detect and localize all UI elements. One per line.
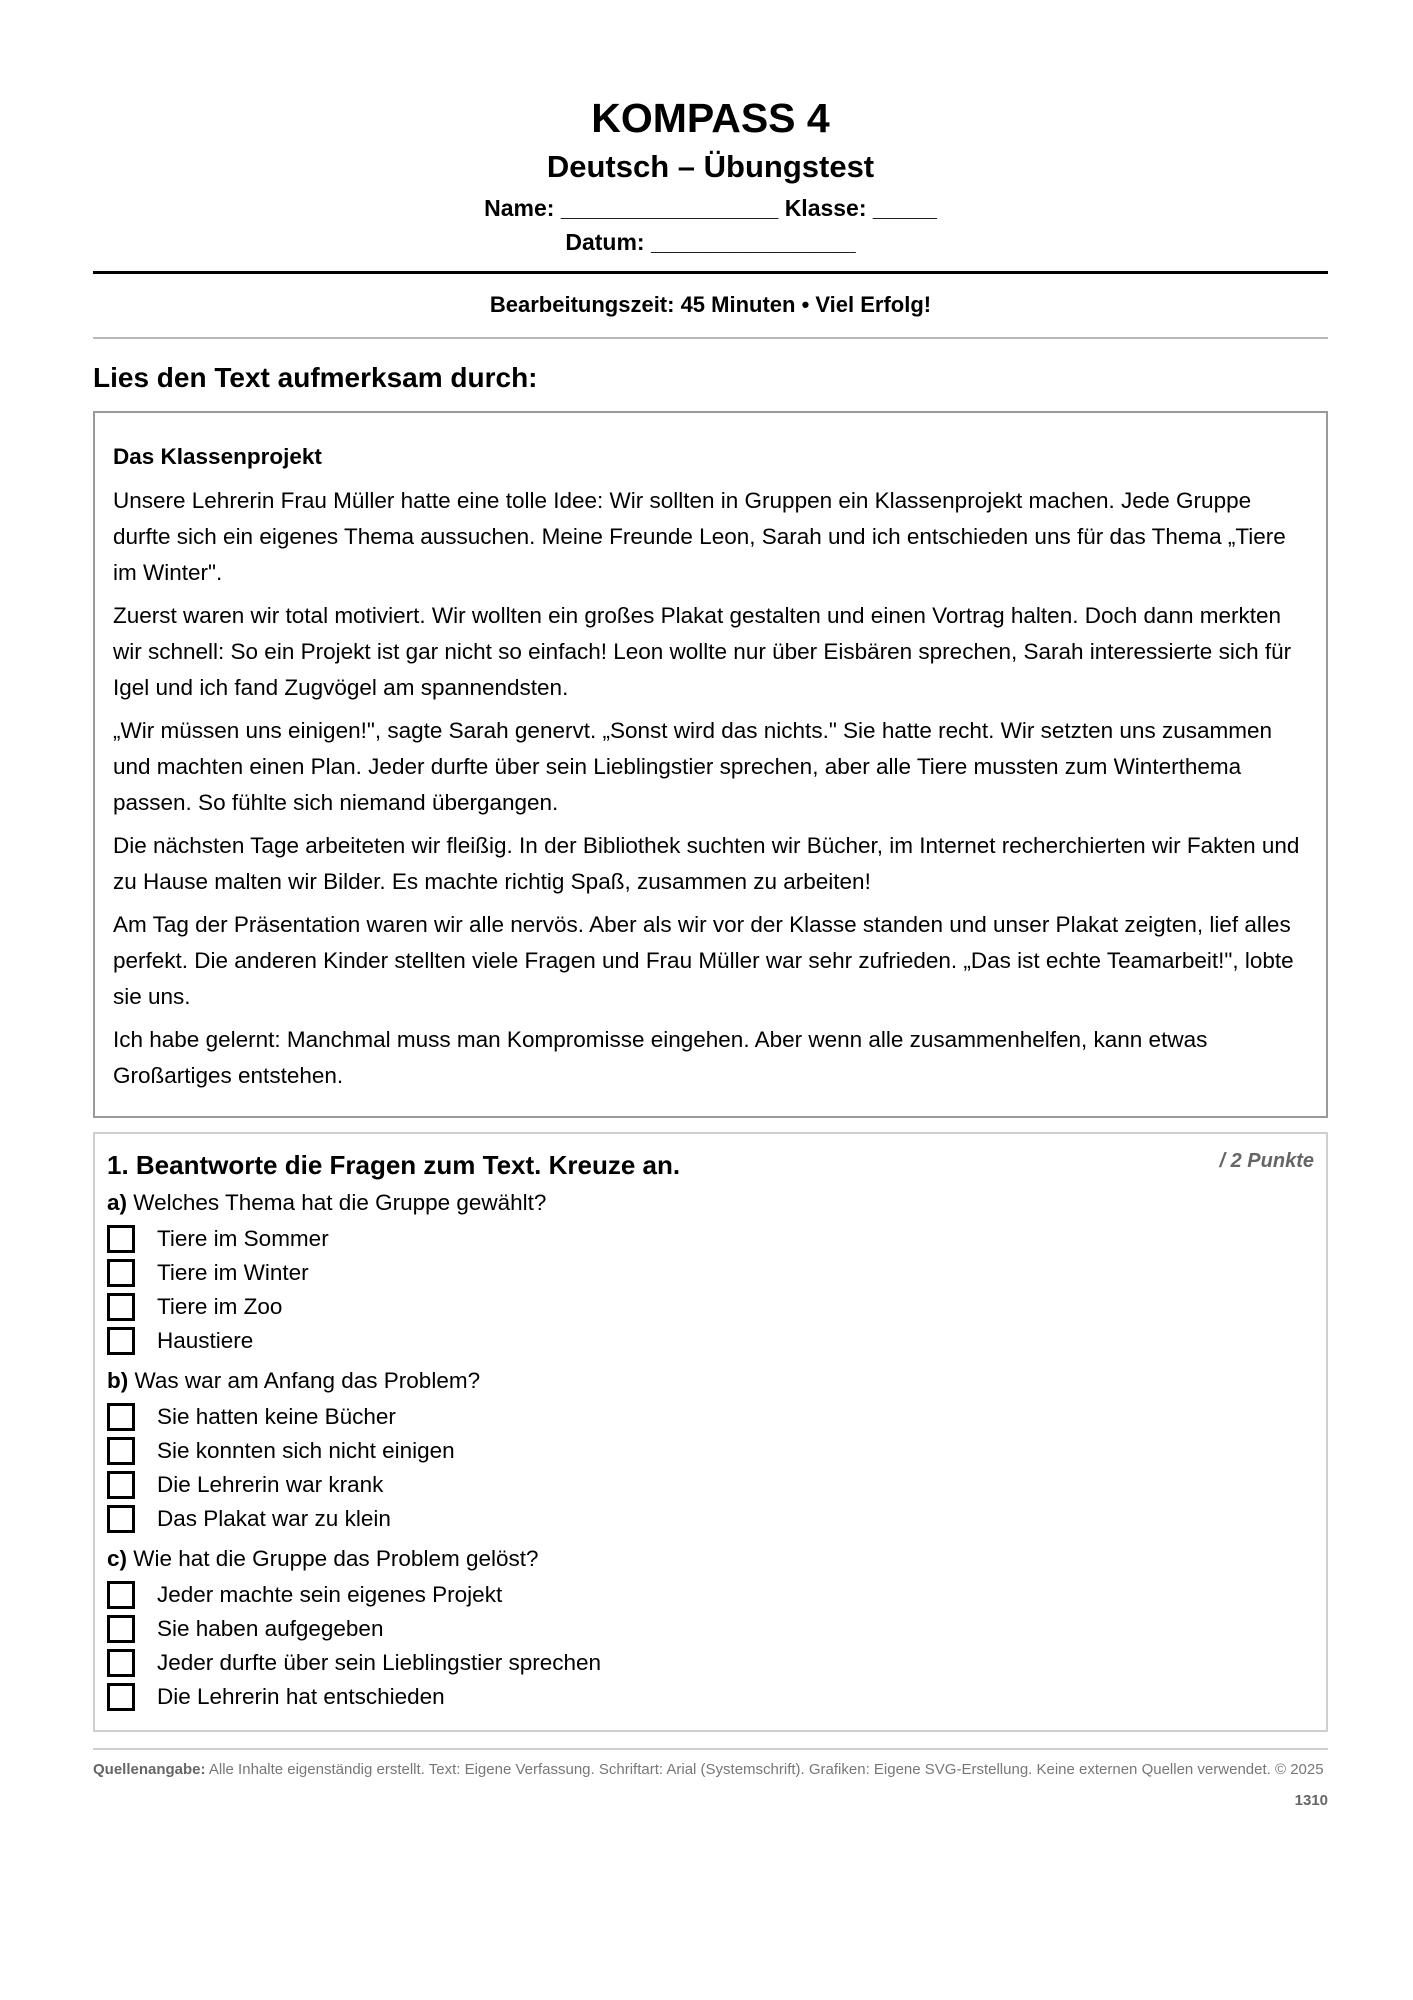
story-paragraph: Zuerst waren wir total motiviert. Wir wollten ein großes Plakat gestalten und einen Vortrag halten. Doch dann merkten wir schnell: So ein Projekt ist gar nicht so einfach! Leon wollte nur über Eisbären sprechen, Sarah interessierte sich für Igel und ich fand Zugvögel am spannendsten.	[113, 603, 1292, 700]
option-label: Sie hatten keine Bücher	[157, 1404, 396, 1429]
checkbox[interactable]	[107, 1225, 135, 1253]
header-divider	[93, 271, 1328, 274]
name-class-line	[93, 191, 1328, 225]
option-label: Das Plakat war zu klein	[157, 1506, 391, 1531]
date-label: Datum:	[565, 229, 645, 255]
checkbox[interactable]	[107, 1259, 135, 1287]
checkbox[interactable]	[107, 1505, 135, 1533]
option-label: Jeder machte sein eigenes Projekt	[157, 1582, 503, 1607]
question-text: Was war am Anfang das Problem?	[134, 1368, 481, 1393]
question-letter: c)	[107, 1546, 128, 1571]
story-title: Das Klassenprojekt	[113, 444, 322, 469]
option-label: Tiere im Zoo	[157, 1294, 283, 1319]
answer-option[interactable]	[107, 1612, 1314, 1646]
date-line	[93, 225, 1328, 259]
date-blank: ________________	[650, 229, 856, 255]
checkbox[interactable]	[107, 1581, 135, 1609]
page-subtitle: Deutsch – Übungstest	[546, 149, 875, 184]
option-label: Die Lehrerin hat entschieden	[157, 1684, 445, 1709]
question-text: Welches Thema hat die Gruppe gewählt?	[133, 1190, 547, 1215]
option-label: Sie haben aufgegeben	[157, 1616, 384, 1641]
checkbox[interactable]	[107, 1615, 135, 1643]
answer-option[interactable]	[107, 1434, 1314, 1468]
name-label: Name:	[484, 195, 555, 221]
class-label: Klasse:	[784, 195, 867, 221]
answer-option[interactable]	[107, 1578, 1314, 1612]
reading-heading: Lies den Text aufmerksam durch:	[93, 362, 538, 393]
checkbox[interactable]	[107, 1403, 135, 1431]
answer-option[interactable]	[107, 1646, 1314, 1680]
checkbox[interactable]	[107, 1327, 135, 1355]
task-1-points: / 2 Punkte	[1219, 1150, 1314, 1172]
option-label: Jeder durfte über sein Lieblingstier sprechen	[157, 1650, 602, 1675]
answer-option[interactable]	[107, 1680, 1314, 1714]
answer-option[interactable]	[107, 1502, 1314, 1536]
answer-option[interactable]	[107, 1290, 1314, 1324]
reading-text-box	[93, 411, 1328, 1118]
story-paragraph: „Wir müssen uns einigen!", sagte Sarah genervt. „Sonst wird das nichts." Sie hatte recht. Wir setzten uns zusammen und machten einen Plan. Jeder durfte über sein Lieblingstier sprechen, aber alle Tiere mussten zum Winterthema passen. So fühlte sich niemand übergangen.	[113, 718, 1272, 815]
source-label: Quellenangabe:	[93, 1761, 206, 1778]
time-note: Bearbeitungszeit: 45 Minuten • Viel Erfolg!	[489, 292, 932, 317]
name-blank: _________________	[560, 195, 779, 221]
question-a	[107, 1186, 1314, 1220]
page-number: 1310	[1294, 1792, 1328, 1809]
story-paragraph: Ich habe gelernt: Manchmal muss man Kompromisse eingehen. Aber wenn alle zusammenhelfen, kann etwas Großartiges entstehen.	[113, 1027, 1208, 1088]
source-note	[93, 1760, 1328, 1780]
answer-option[interactable]	[107, 1256, 1314, 1290]
option-label: Tiere im Winter	[157, 1260, 309, 1285]
story-paragraph: Die nächsten Tage arbeiteten wir fleißig. In der Bibliothek suchten wir Bücher, im Internet recherchierten wir Fakten und zu Hause malten wir Bilder. Es machte richtig Spaß, zusammen zu arbeiten!	[113, 833, 1300, 894]
question-b	[107, 1364, 1314, 1398]
option-label: Haustiere	[157, 1328, 254, 1353]
question-c-options	[107, 1578, 1314, 1714]
story-paragraph: Unsere Lehrerin Frau Müller hatte eine tolle Idee: Wir sollten in Gruppen ein Klassenprojekt machen. Jede Gruppe durfte sich ein eigenes Thema aussuchen. Meine Freunde Leon, Sarah und ich entschieden uns für das Thema „Tiere im Winter".	[113, 488, 1286, 585]
checkbox[interactable]	[107, 1471, 135, 1499]
question-text: Wie hat die Gruppe das Problem gelöst?	[133, 1546, 539, 1571]
task-1-title: 1. Beantworte die Fragen zum Text. Kreuze an.	[107, 1150, 681, 1180]
page-content	[93, 0, 1328, 1809]
option-label: Die Lehrerin war krank	[157, 1472, 384, 1497]
answer-option[interactable]	[107, 1400, 1314, 1434]
answer-option[interactable]	[107, 1222, 1314, 1256]
checkbox[interactable]	[107, 1649, 135, 1677]
checkbox[interactable]	[107, 1293, 135, 1321]
note-divider	[93, 337, 1328, 339]
class-blank: _____	[872, 195, 937, 221]
source-text: Alle Inhalte eigenständig erstellt. Text: Eigene Verfassung. Schriftart: Arial (Systemschrift). Grafiken: Eigene SVG-Erstellung. Keine externen Quellen verwendet. © 2025	[208, 1761, 1324, 1778]
footer-divider	[93, 1748, 1328, 1750]
question-a-options	[107, 1222, 1314, 1358]
checkbox[interactable]	[107, 1437, 135, 1465]
answer-option[interactable]	[107, 1324, 1314, 1358]
page-title: KOMPASS 4	[591, 95, 830, 141]
option-label: Sie konnten sich nicht einigen	[157, 1438, 455, 1463]
story-paragraph: Am Tag der Präsentation waren wir alle nervös. Aber als wir vor der Klasse standen und unser Plakat zeigten, lief alles perfekt. Die anderen Kinder stellten viele Fragen und Frau Müller war sehr zufrieden. „Das ist echte Teamarbeit!", lobte sie uns.	[113, 912, 1294, 1009]
question-c	[107, 1542, 1314, 1576]
option-label: Tiere im Sommer	[157, 1226, 329, 1251]
task-1-box	[93, 1132, 1328, 1732]
answer-option[interactable]	[107, 1468, 1314, 1502]
checkbox[interactable]	[107, 1683, 135, 1711]
question-b-options	[107, 1400, 1314, 1536]
question-letter: a)	[107, 1190, 128, 1215]
question-letter: b)	[107, 1368, 129, 1393]
